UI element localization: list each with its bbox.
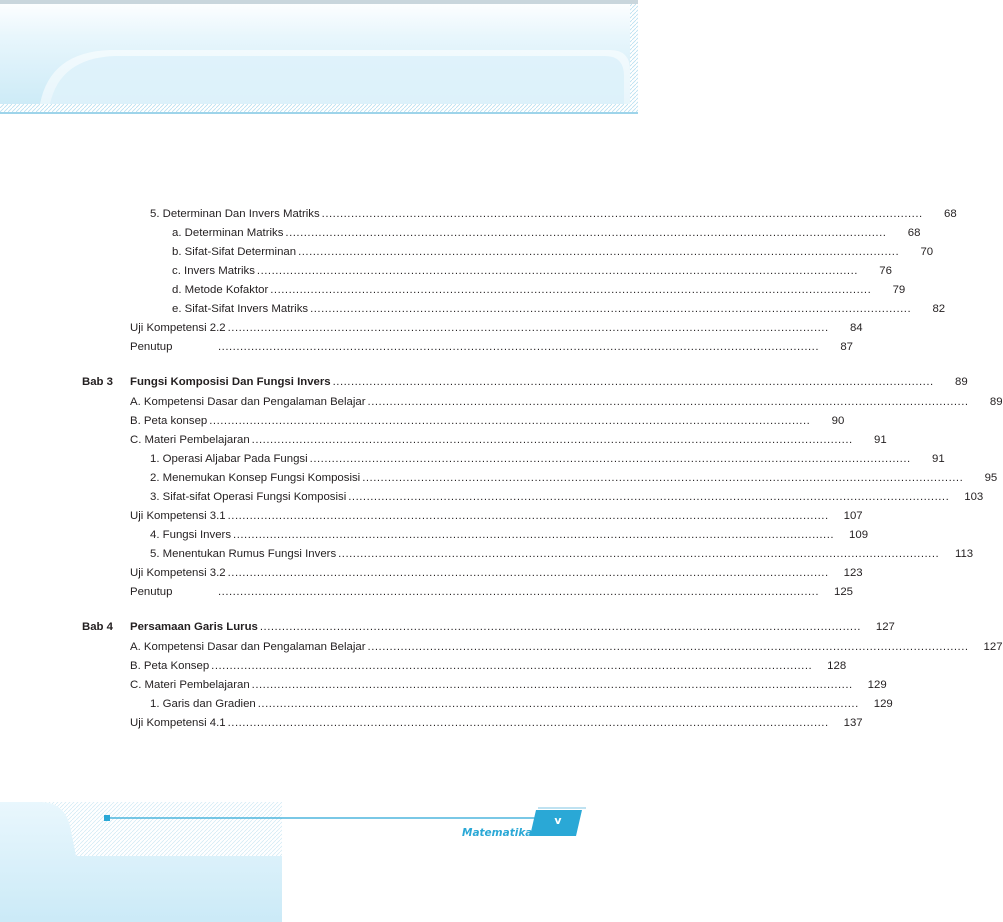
toc-entry[interactable]: [130, 412, 845, 428]
toc-entry-page: 123: [843, 567, 863, 579]
dot-leader: ....................................................................................................................................................................: [257, 698, 859, 710]
toc-chapter-entry[interactable]: [130, 373, 968, 389]
toc-entry-page: 107: [843, 510, 863, 522]
toc-entry[interactable]: [172, 243, 934, 259]
toc-entry-label: 3. Sifat-sifat Operasi Fungsi Komposisi: [150, 491, 347, 503]
toc-entry[interactable]: [150, 695, 893, 711]
toc-entry-page: 90: [831, 415, 845, 427]
toc-entry-label: 5. Menentukan Rumus Fungsi Invers: [150, 548, 337, 560]
toc-entry-label: C. Materi Pembelajaran: [130, 434, 250, 446]
toc-entry-page: 127: [983, 641, 1003, 653]
dot-leader: ....................................................................................................................................................................: [270, 284, 872, 296]
toc-entry-label: Penutup: [130, 341, 173, 353]
footer-subject: Matematika: [462, 827, 533, 839]
toc-entry[interactable]: [130, 638, 1003, 654]
toc-entry-page: 91: [932, 453, 945, 465]
toc-entry[interactable]: [130, 507, 863, 523]
toc-entry[interactable]: [130, 657, 847, 673]
toc-entry-label: 5. Determinan Dan Invers Matriks: [150, 208, 320, 220]
page-number: v: [554, 814, 562, 827]
toc-entry-page: 113: [954, 548, 974, 560]
toc-entry-label: 1. Garis dan Gradien: [150, 698, 256, 710]
dot-leader: ....................................................................................................................................................................: [256, 265, 858, 277]
toc-entry-label: Penutup: [130, 586, 173, 598]
toc-entry-page: 84: [849, 322, 863, 334]
toc-entry-label: Persamaan Garis Lurus: [130, 621, 258, 633]
dot-leader: ....................................................................................................................................................................: [362, 472, 964, 484]
toc-entry-label: Uji Kompetensi 3.1: [130, 510, 226, 522]
toc-entry-page: 128: [827, 660, 847, 672]
toc-entry[interactable]: [130, 583, 854, 599]
dot-leader: ....................................................................................................................................................................: [310, 303, 912, 315]
toc-entry-label: B. Peta Konsep: [130, 660, 210, 672]
toc-entry[interactable]: [150, 205, 957, 221]
dot-leader: ....................................................................................................................................................................: [251, 434, 853, 446]
toc-entry-page: 68: [944, 208, 957, 220]
toc-entry-label: b. Sifat-Sifat Determinan: [172, 246, 297, 258]
dot-leader: ....................................................................................................................................................................: [298, 246, 900, 258]
dot-leader: ....................................................................................................................................................................: [209, 415, 811, 427]
toc-entry-label: 4. Fungsi Invers: [150, 529, 232, 541]
toc-entry-page: 129: [867, 679, 887, 691]
toc-entry-label: Uji Kompetensi 4.1: [130, 717, 226, 729]
dot-leader: ....................................................................................................................................................................: [309, 453, 911, 465]
toc-entry-label: A. Kompetensi Dasar dan Pengalaman Belajar: [130, 641, 366, 653]
dot-leader: ....................................................................................................................................................................: [348, 491, 950, 503]
toc-entry-page: 82: [932, 303, 946, 315]
toc-entry-page: 89: [989, 396, 1003, 408]
toc-entry-label: c. Invers Matriks: [172, 265, 255, 277]
toc-entry[interactable]: [150, 469, 998, 485]
toc-chapter-entry[interactable]: [130, 618, 895, 634]
dot-leader: ....................................................................................................................................................................: [321, 208, 923, 220]
toc-entry-label: Uji Kompetensi 2.2: [130, 322, 226, 334]
toc-entry-label: Uji Kompetensi 3.2: [130, 567, 226, 579]
dot-leader: ....................................................................................................................................................................: [218, 586, 820, 598]
toc-entry-label: 2. Menemukan Konsep Fungsi Komposisi: [150, 472, 361, 484]
toc-entry-label: Fungsi Komposisi Dan Fungsi Invers: [130, 376, 331, 388]
toc-entry-page: 127: [875, 621, 895, 633]
toc-entry-page: 68: [907, 227, 921, 239]
chapter-tag: Bab 4: [82, 621, 114, 633]
toc-entry-page: 137: [843, 717, 863, 729]
toc-entry-label: a. Determinan Matriks: [172, 227, 284, 239]
toc-entry-page: 79: [892, 284, 906, 296]
toc-entry[interactable]: [130, 676, 887, 692]
toc-entry-label: d. Metode Kofaktor: [172, 284, 269, 296]
dot-leader: ....................................................................................................................................................................: [227, 510, 829, 522]
toc-entry[interactable]: [150, 488, 984, 504]
dot-leader: ....................................................................................................................................................................: [251, 679, 853, 691]
toc-entry[interactable]: [172, 262, 892, 278]
toc-entry[interactable]: [130, 714, 863, 730]
dot-leader: ....................................................................................................................................................................: [285, 227, 887, 239]
toc-entry[interactable]: [172, 281, 906, 297]
dot-leader: ....................................................................................................................................................................: [259, 621, 861, 633]
toc-entry-page: 95: [984, 472, 998, 484]
toc-entry-page: 109: [849, 529, 869, 541]
dot-leader: ....................................................................................................................................................................: [338, 548, 940, 560]
toc-entry[interactable]: [130, 431, 887, 447]
dot-leader: ....................................................................................................................................................................: [367, 396, 969, 408]
dot-leader: ....................................................................................................................................................................: [211, 660, 813, 672]
toc-entry[interactable]: [130, 338, 854, 354]
toc-entry[interactable]: [130, 564, 863, 580]
toc-entry-page: 129: [873, 698, 893, 710]
toc-entry[interactable]: [172, 300, 946, 316]
dot-leader: ....................................................................................................................................................................: [233, 529, 835, 541]
toc-entry-page: 89: [954, 376, 968, 388]
toc-entry-page: 70: [920, 246, 934, 258]
toc-entry-label: 1. Operasi Aljabar Pada Fungsi: [150, 453, 308, 465]
toc-entry[interactable]: [130, 319, 863, 335]
dot-leader: ....................................................................................................................................................................: [332, 376, 934, 388]
toc-entry[interactable]: [172, 224, 921, 240]
dot-leader: ....................................................................................................................................................................: [227, 322, 829, 334]
toc-entry[interactable]: [150, 545, 974, 561]
toc-entry-label: B. Peta konsep: [130, 415, 208, 427]
toc-entry-label: C. Materi Pembelajaran: [130, 679, 250, 691]
toc-entry-page: 87: [840, 341, 854, 353]
dot-leader: ....................................................................................................................................................................: [227, 717, 829, 729]
dot-leader: ....................................................................................................................................................................: [227, 567, 829, 579]
toc-entry-page: 91: [874, 434, 887, 446]
dot-leader: ....................................................................................................................................................................: [218, 341, 820, 353]
toc-entry-page: 125: [834, 586, 854, 598]
toc-entry[interactable]: [130, 393, 1003, 409]
toc-entry-label: A. Kompetensi Dasar dan Pengalaman Belajar: [130, 396, 366, 408]
chapter-tag: Bab 3: [82, 376, 114, 388]
toc-entry[interactable]: [150, 450, 945, 466]
toc-entry-label: e. Sifat-Sifat Invers Matriks: [172, 303, 309, 315]
toc-entry[interactable]: [150, 526, 869, 542]
toc-entry-page: 103: [964, 491, 984, 503]
dot-leader: ....................................................................................................................................................................: [367, 641, 969, 653]
toc-entry-page: 76: [879, 265, 892, 277]
